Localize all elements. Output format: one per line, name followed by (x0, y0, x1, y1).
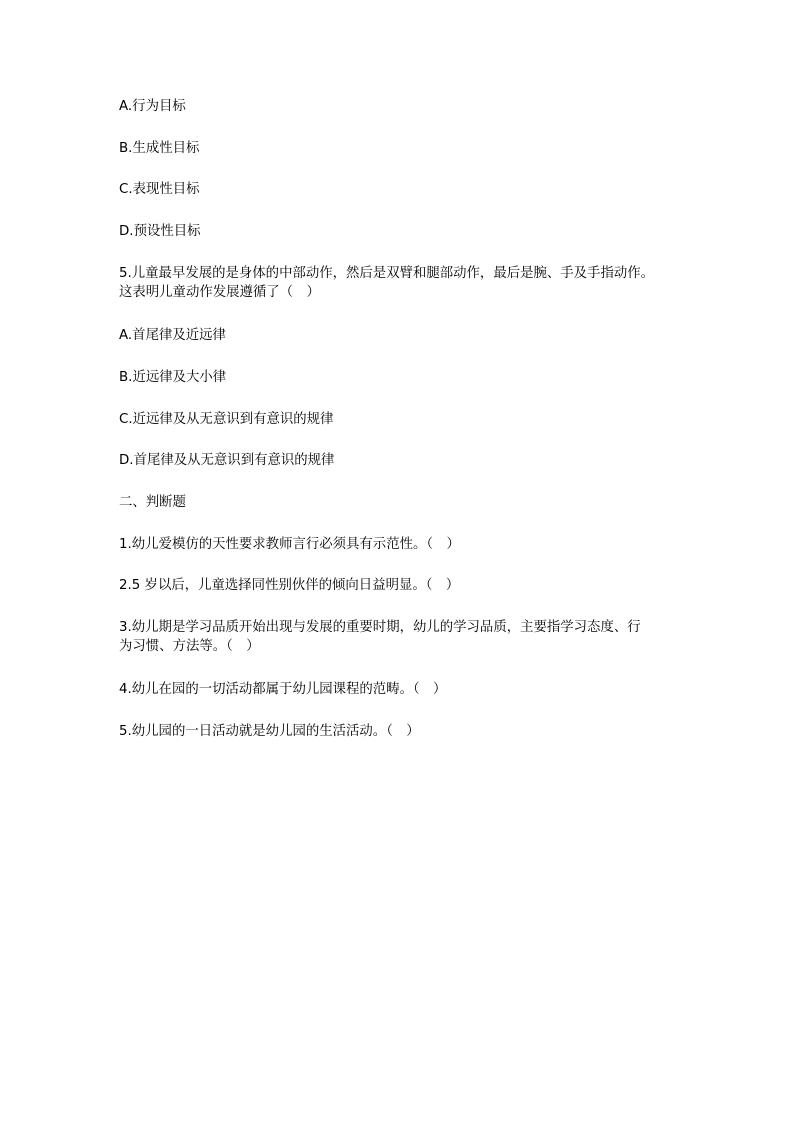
q4-option-d: D.预设性目标 (119, 224, 201, 239)
q5-stem-line2: 这表明儿童动作发展遵循了（ ） (119, 285, 320, 300)
judgment-item-5: 5.幼儿园的一日活动就是幼儿园的生活活动。（ ） (119, 724, 420, 739)
q5-option-c: C.近远律及从无意识到有意识的规律 (119, 412, 334, 427)
q4-option-b: B.生成性目标 (119, 141, 200, 156)
q4-option-a: A.行为目标 (119, 99, 186, 114)
q5-option-d: D.首尾律及从无意识到有意识的规律 (119, 453, 335, 468)
q4-option-c: C.表现性目标 (119, 182, 200, 197)
q5-option-b: B.近远律及大小律 (119, 370, 227, 385)
q5-stem-line1: 5.儿童最早发展的是身体的中部动作，然后是双臂和腿部动作，最后是腕、手及手指动作。 (119, 266, 655, 281)
section-title: 二、判断题 (119, 495, 186, 510)
judgment-item-4: 4.幼儿在园的一切活动都属于幼儿园课程的范畴。（ ） (119, 682, 447, 697)
judgment-item-2: 2.5 岁以后，儿童选择同性别伙伴的倾向日益明显。（ ） (119, 578, 460, 593)
judgment-item-3-line1: 3.幼儿期是学习品质开始出现与发展的重要时期，幼儿的学习品质，主要指学习态度、行 (119, 620, 641, 635)
judgment-item-1: 1.幼儿爱模仿的天性要求教师言行必须具有示范性。（ ） (119, 537, 460, 552)
judgment-item-3-line2: 为习惯、方法等。（ ） (119, 639, 260, 654)
q5-option-a: A.首尾律及近远律 (119, 328, 226, 343)
